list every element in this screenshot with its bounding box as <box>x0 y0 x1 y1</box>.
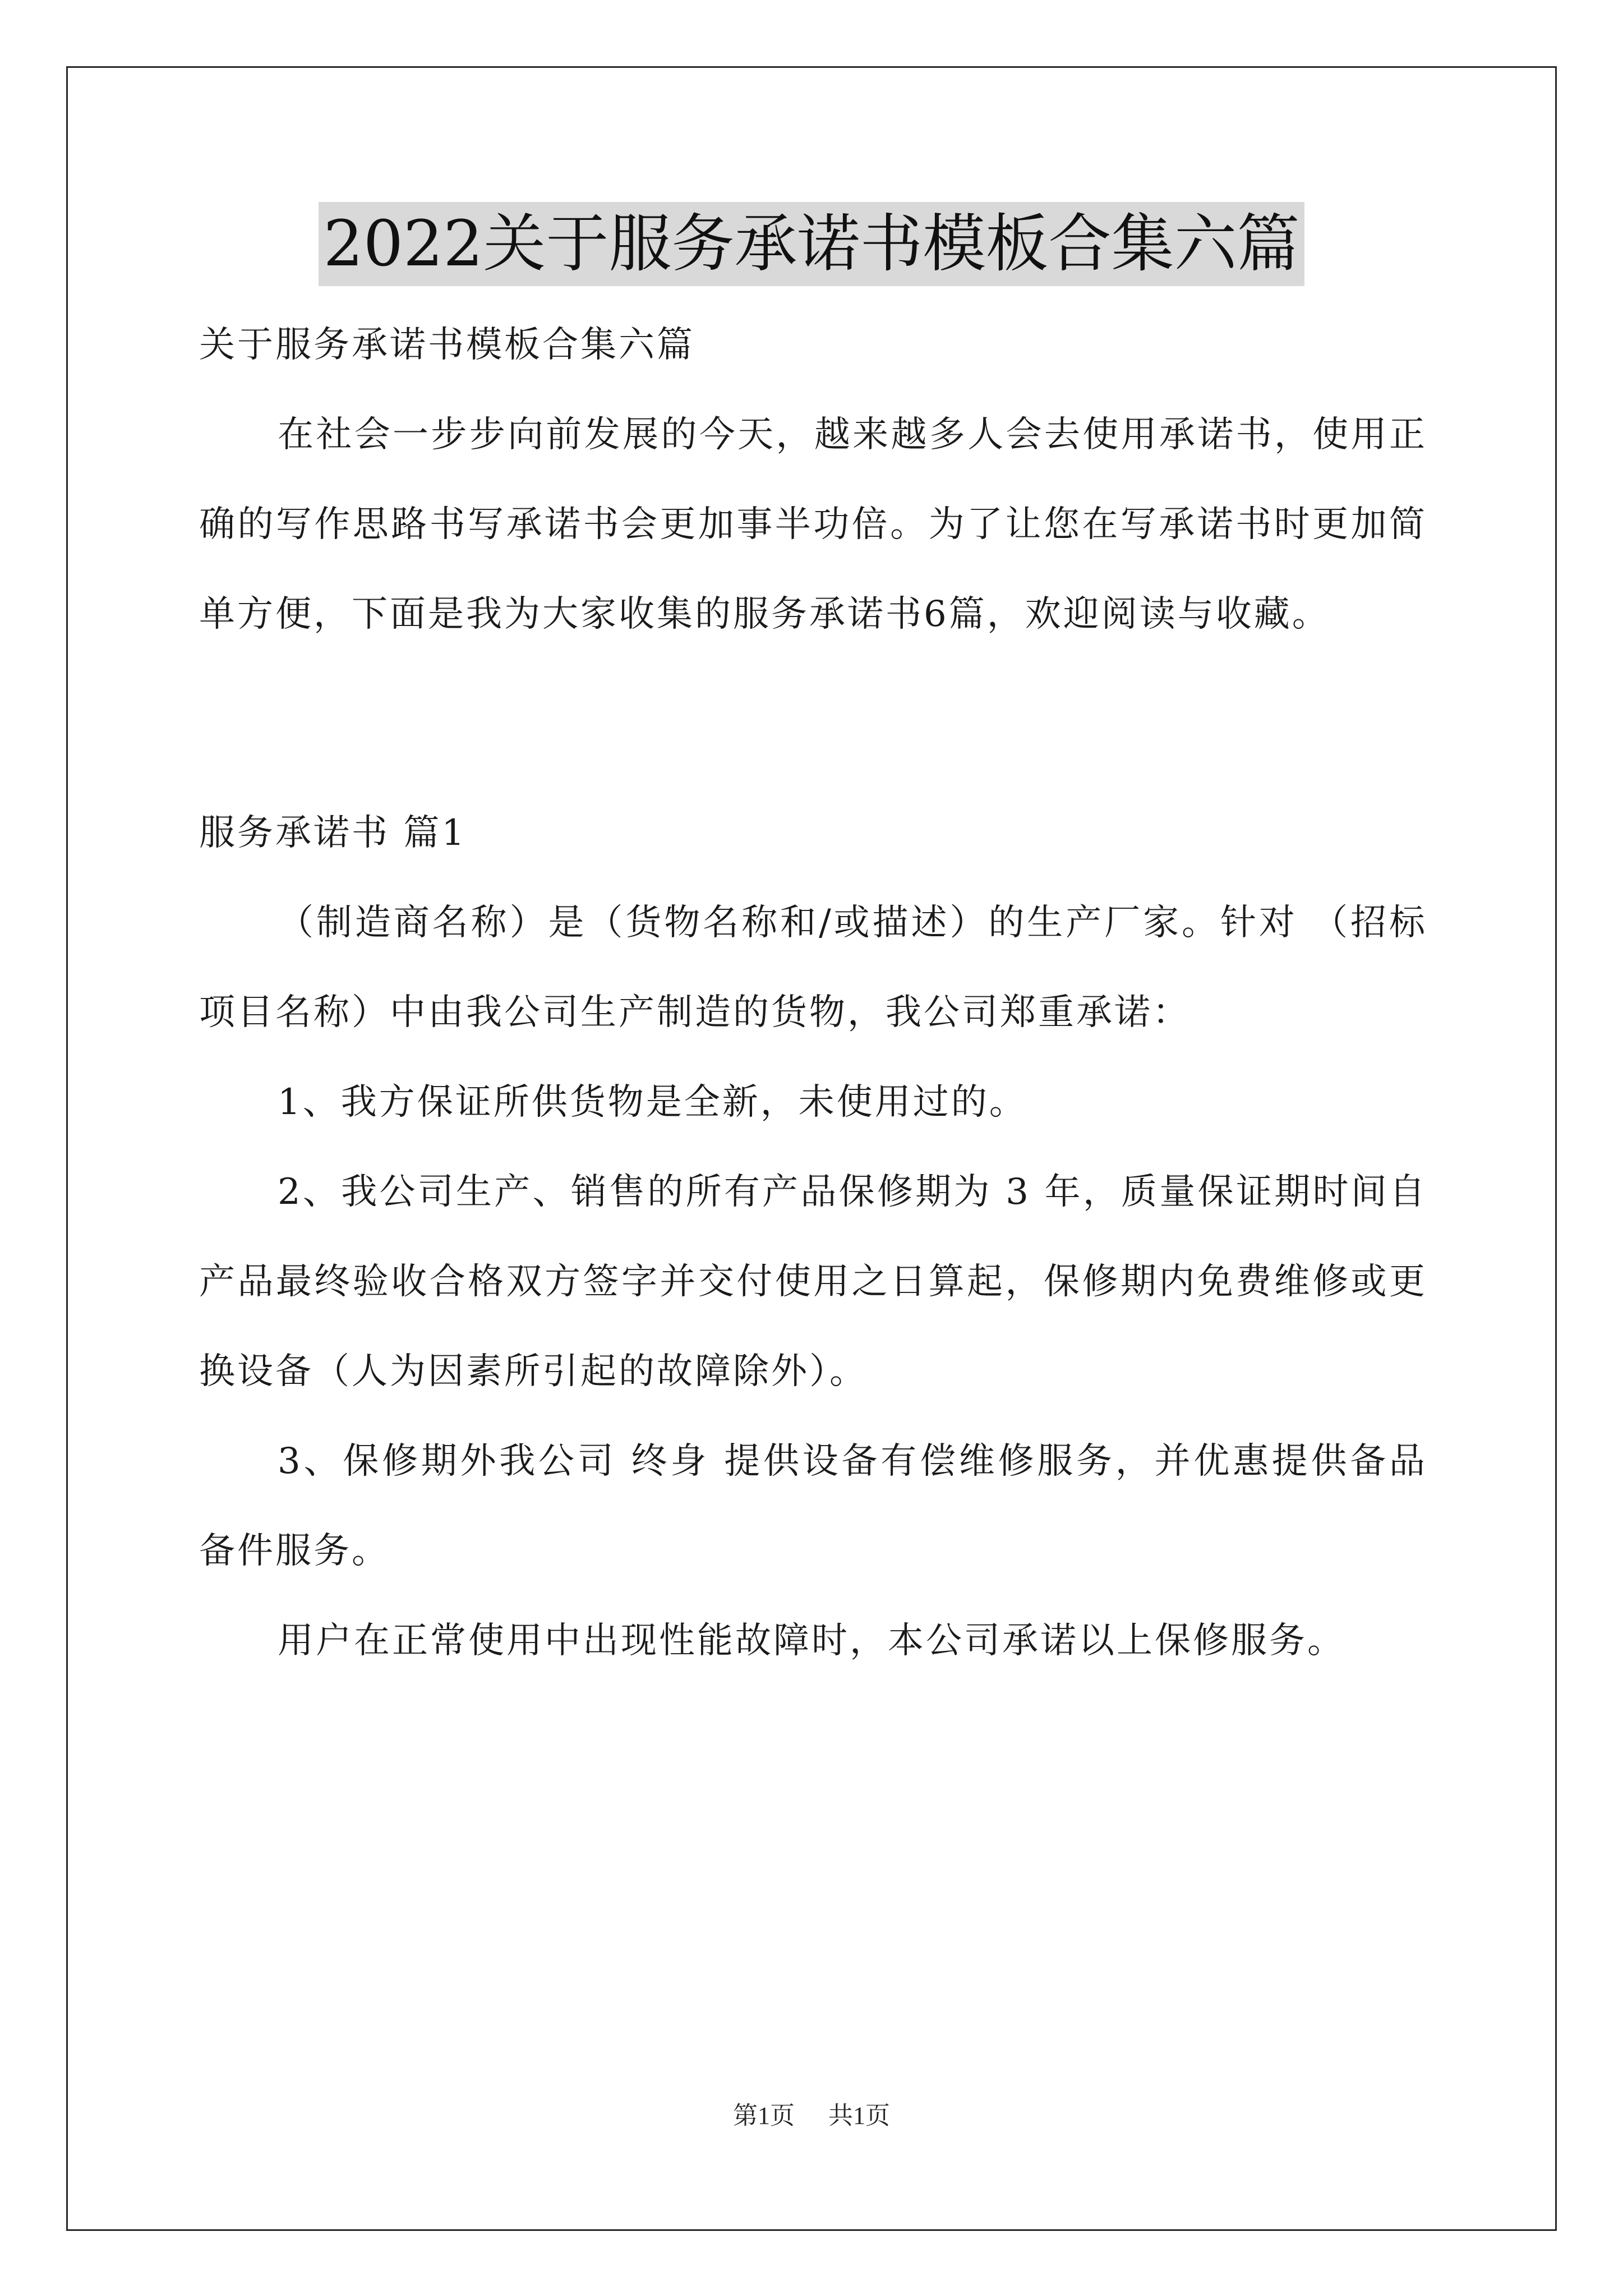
body-paragraph: 用户在正常使用中出现性能故障时，本公司承诺以上保修服务。 <box>278 1620 1345 1662</box>
page-number-total: 共1页 <box>828 2102 890 2129</box>
body-paragraph: 3、保修期外我公司 终身 提供设备有偿维修服务，并优惠提供备品备件服务。 <box>199 1441 1427 1572</box>
document-subtitle: 关于服务承诺书模板合集六篇 <box>199 324 695 366</box>
intro-paragraph: 在社会一步步向前发展的今天，越来越多人会去使用承诺书，使用正确的写作思路书写承诺书会更加事半功倍。为了让您在写承诺书时更加简单方便，下面是我为大家收集的服务承诺书6篇，欢迎阅读与收藏。 <box>199 414 1427 635</box>
body-paragraph: 2、我公司生产、销售的所有产品保修期为 3 年，质量保证期时间自产品最终验收合格双方签字并交付使用之日算起，保修期内免费维修或更换设备（人为因素所引起的故障除外）。 <box>199 1171 1427 1392</box>
page-footer <box>0 2095 1623 2131</box>
body-paragraph: 1、我方保证所供货物是全新，未使用过的。 <box>278 1082 1027 1123</box>
page-number-current: 第1页 <box>733 2102 795 2129</box>
section-heading: 服务承诺书 篇1 <box>199 812 467 854</box>
title-wrap <box>0 202 1623 286</box>
document-title: 2022关于服务承诺书模板合集六篇 <box>319 202 1304 286</box>
body-paragraph: （制造商名称）是（货物名称和/或描述）的生产厂家。针对 （招标项目名称）中由我公司生产制造的货物，我公司郑重承诺： <box>199 902 1427 1033</box>
document-body <box>199 300 1427 1686</box>
